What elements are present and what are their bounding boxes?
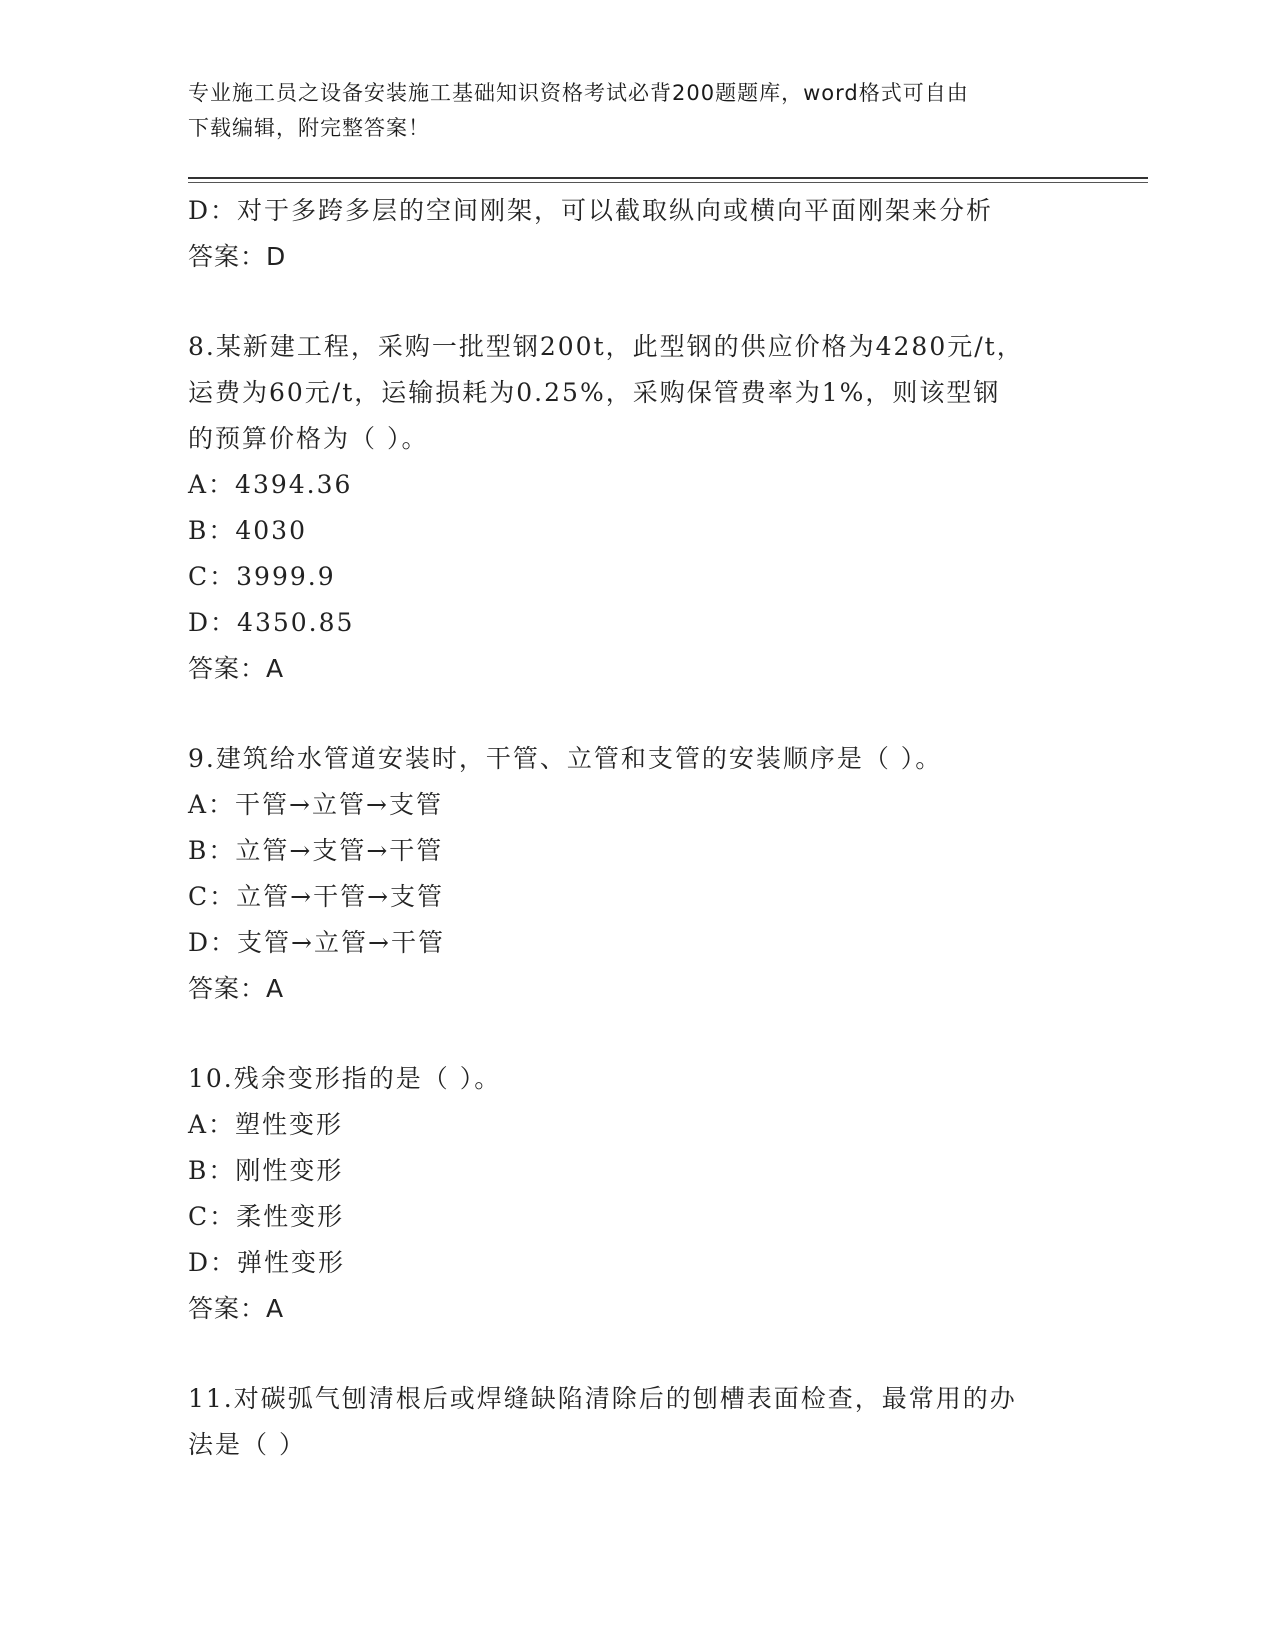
question-8 (188, 324, 1088, 692)
spacer (188, 1012, 1088, 1056)
answer-line: 答案：A (188, 654, 285, 683)
option-c: C：立管→干管→支管 (188, 882, 445, 911)
header-rule-thick (188, 177, 1148, 179)
question-stem-line: 8.某新建工程，采购一批型钢200t，此型钢的供应价格为4280元/t， (188, 332, 1024, 361)
answer-line: 答案：A (188, 1294, 285, 1323)
option-b: B：立管→支管→干管 (188, 836, 444, 865)
question-7-tail (188, 188, 1088, 280)
question-stem-line: 10.残余变形指的是（ ）。 (188, 1064, 502, 1093)
header-rule-thin (188, 182, 1148, 183)
question-11 (188, 1376, 1088, 1468)
header-line-1: 专业施工员之设备安装施工基础知识资格考试必背200题题库，word格式可自由 (188, 81, 969, 105)
spacer (188, 1332, 1088, 1376)
spacer (188, 692, 1088, 736)
document-header (188, 76, 1078, 146)
header-line-2: 下载编辑，附完整答案！ (188, 116, 430, 140)
option-a: A：干管→立管→支管 (188, 790, 443, 819)
document-body (188, 188, 1088, 1468)
option-c: C：3999.9 (188, 562, 336, 591)
option-d: D：支管→立管→干管 (188, 928, 445, 957)
option-a: A：塑性变形 (188, 1110, 344, 1139)
question-stem-line: 的预算价格为（ ）。 (188, 424, 429, 453)
option-d: D：弹性变形 (188, 1248, 346, 1277)
question-9 (188, 736, 1088, 1012)
option-c: C：柔性变形 (188, 1202, 345, 1231)
option-d: D：对于多跨多层的空间刚架，可以截取纵向或横向平面刚架来分析 (188, 196, 994, 225)
option-d: D：4350.85 (188, 608, 355, 637)
question-10 (188, 1056, 1088, 1332)
question-stem-line: 11.对碳弧气刨清根后或焊缝缺陷清除后的刨槽表面检查，最常用的办 (188, 1384, 1017, 1413)
question-stem-line: 法是（ ） (188, 1430, 306, 1459)
answer-line: 答案：A (188, 974, 285, 1003)
option-b: B：4030 (188, 516, 307, 545)
question-stem-line: 9.建筑给水管道安装时，干管、立管和支管的安装顺序是（ ）。 (188, 744, 943, 773)
spacer (188, 280, 1088, 324)
option-b: B：刚性变形 (188, 1156, 344, 1185)
question-stem-line: 运费为60元/t，运输损耗为0.25%，采购保管费率为1%，则该型钢 (188, 378, 1001, 407)
option-a: A：4394.36 (188, 470, 353, 499)
answer-line: 答案：D (188, 242, 287, 271)
